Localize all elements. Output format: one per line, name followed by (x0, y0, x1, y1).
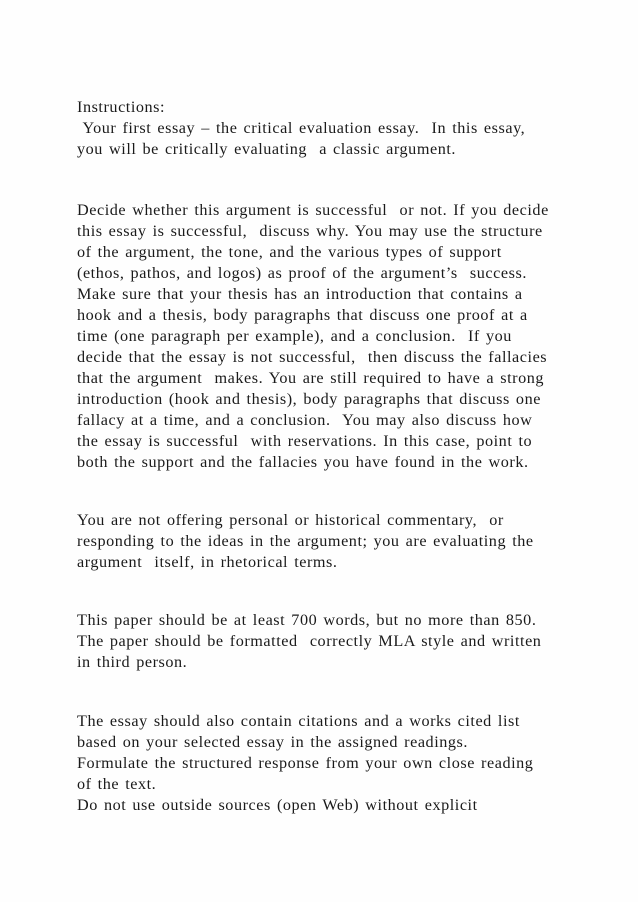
text-line: introduction (hook and thesis), body paragraphs that discuss one (77, 390, 541, 408)
text-line: This paper should be at least 700 words, but no more than 850. (77, 611, 537, 629)
text-line: The paper should be formatted correctly MLA style and written (77, 632, 542, 650)
text-line: time (one paragraph per example), and a conclusion. If you (77, 327, 512, 345)
text-line: of the argument, the tone, and the various types of support (77, 243, 502, 261)
text-line: (ethos, pathos, and logos) as proof of the argument’s success. (77, 264, 527, 282)
text-line: Make sure that your thesis has an introduction that contains a (77, 285, 523, 303)
text-line: Do not use outside sources (open Web) without explicit (77, 796, 478, 814)
text-line: fallacy at a time, and a conclusion. You may also discuss how (77, 411, 533, 429)
text-line: Your first essay – the critical evaluation essay. In this essay, (77, 119, 526, 137)
text-line: decide that the essay is not successful, then discuss the fallacies (77, 348, 548, 366)
paragraph-length-format (77, 610, 567, 673)
text-line: of the text. (77, 775, 157, 793)
text-line: The essay should also contain citations and a works cited list (77, 712, 520, 730)
paragraph-evaluation-guidance (77, 200, 567, 473)
text-line: You are not offering personal or historical commentary, or (77, 511, 504, 529)
text-line: Formulate the structured response from your own close reading (77, 754, 534, 772)
paragraph-instructions-intro (77, 97, 567, 160)
text-line: the essay is successful with reservations. In this case, point to (77, 432, 533, 450)
paragraph-scope-note (77, 510, 567, 573)
text-line: this essay is successful, discuss why. You may use the structure (77, 222, 543, 240)
text-line: in third person. (77, 653, 188, 671)
text-line: argument itself, in rhetorical terms. (77, 553, 338, 571)
text-line: based on your selected essay in the assigned readings. (77, 733, 468, 751)
text-line: that the argument makes. You are still required to have a strong (77, 369, 545, 387)
text-line: responding to the ideas in the argument; you are evaluating the (77, 532, 534, 550)
heading-instructions: Instructions: (77, 98, 166, 116)
text-line: you will be critically evaluating a classic argument. (77, 140, 456, 158)
paragraph-citations-sources (77, 711, 567, 816)
text-line: hook and a thesis, body paragraphs that discuss one proof at a (77, 306, 528, 324)
text-line: Decide whether this argument is successful or not. If you decide (77, 201, 549, 219)
text-line: both the support and the fallacies you have found in the work. (77, 453, 529, 471)
